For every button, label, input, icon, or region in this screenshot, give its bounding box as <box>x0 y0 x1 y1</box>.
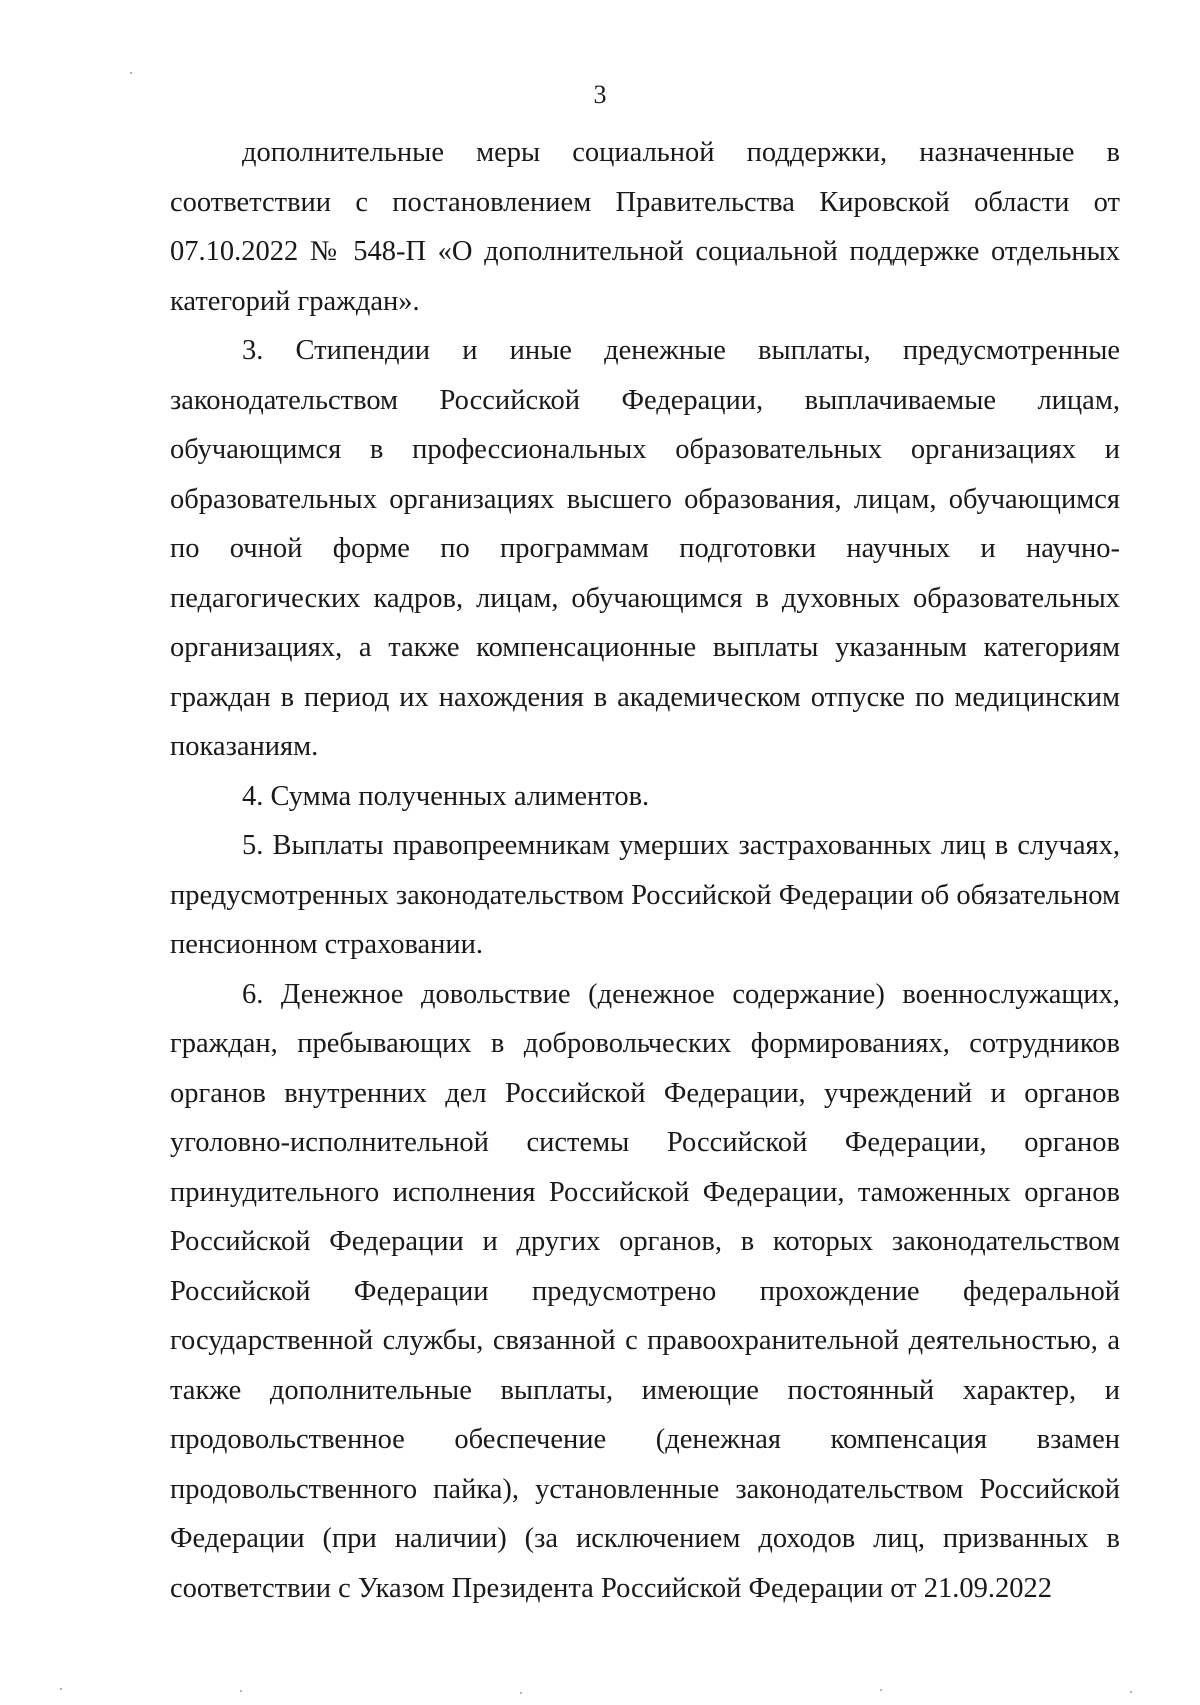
paragraph-item-4: 4. Сумма полученных алиментов. <box>242 780 650 812</box>
document-body <box>170 128 1120 1613</box>
scan-speck <box>240 1690 242 1692</box>
scan-speck <box>880 1689 882 1691</box>
paragraph-continuation: дополнительные меры социальной поддержки, назначенные в соответствии с постановлением Правительства Кировской области от 07.10.2022 № 548-П «О дополнительной социальной поддержке отдельных категорий граждан». <box>170 137 1120 317</box>
page-number: 3 <box>593 80 607 109</box>
paragraph-item-3: 3. Стипендии и иные денежные выплаты, предусмотренные законодательством Российской Федерации, выплачиваемые лицам, обучающимся в профессиональных образовательных организациях и образовательных организациях высшего образования, лицам, обучающимся по очной форме по программам подготовки научных и научно-педагогических кадров, лицам, обучающимся в духовных образовательных организациях, а также компенсационные выплаты указанным категориям граждан в период их нахождения в академическом отпуске по медицинским показаниям. <box>170 335 1120 762</box>
paragraph-item-5: 5. Выплаты правопреемникам умерших застрахованных лиц в случаях, предусмотренных законодательством Российской Федерации об обязательном пенсионном страховании. <box>170 830 1120 960</box>
paragraph-item-6: 6. Денежное довольствие (денежное содержание) военнослужащих, граждан, пребывающих в добровольческих формированиях, сотрудников органов внутренних дел Российской Федерации, учреждений и органов уголовно-исполнительной системы Российской Федерации, органов принудительного исполнения Российской Федерации, таможенных органов Российской Федерации и других органов, в которых законодательством Российской Федерации предусмотрено прохождение федеральной государственной службы, связанной с правоохранительной деятельностью, а также дополнительные выплаты, имеющие постоянный характер, и продовольственное обеспечение (денежная компенсация взамен продовольственного пайка), установленные законодательством Российской Федерации (при наличии) (за исключением доходов лиц, призванных в соответствии с Указом Президента Российской Федерации от 21.09.2022 <box>170 978 1120 1604</box>
scan-speck <box>130 72 132 74</box>
scan-speck <box>520 1692 522 1694</box>
scan-speck <box>60 1688 62 1690</box>
scan-speck <box>1130 1691 1132 1693</box>
